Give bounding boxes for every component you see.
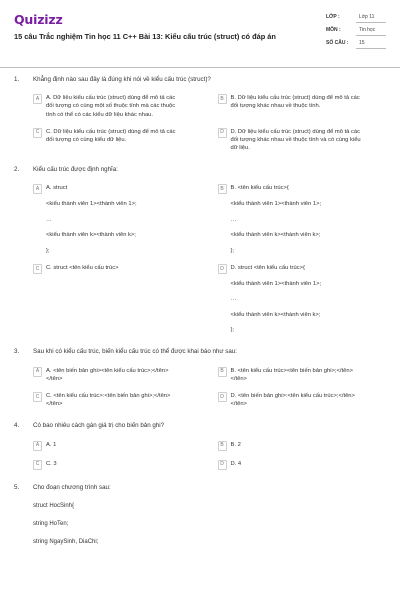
meta-row-class [326,13,386,26]
option-text-line: đối tượng có cùng một số thuộc tính mà các thuộc [46,103,176,110]
answer-options [33,441,388,470]
option-text-line: A. struct [46,185,68,192]
question-stem [14,76,388,84]
option-text-line: </tên> [46,375,63,382]
option-letter-box[interactable]: A [33,184,42,194]
meta-value: 15 [356,39,386,49]
option-letter-box[interactable]: C [33,128,42,138]
option-c[interactable] [33,460,204,470]
option-text-line: <kiểu thành viên k><thành viên k>; [230,311,321,318]
option-text-line: }; [230,327,235,334]
question-number: 3. [14,348,20,356]
option-text-line: D. 4 [230,460,242,467]
option-text-line: B. 2 [230,441,241,448]
meta-value: Lớp 11 [356,13,386,23]
question-number: 2. [14,166,20,174]
option-text-line: tính có thể có các kiểu dữ liệu khác nhau. [46,111,154,118]
option-text [231,392,355,408]
option-letter-box[interactable]: B [218,441,227,451]
option-text-line: <kiểu thành viên k><thành viên k>; [230,232,321,239]
option-text-line: }; [46,247,50,254]
option-text-line: <kiểu thành viên k><thành viên k>; [46,232,136,239]
option-c[interactable] [33,264,204,335]
question-2 [14,166,388,334]
option-text-line: D. struct <tên kiểu cấu trúc>{ [230,264,305,271]
option-text-line: </tên> [230,401,247,408]
option-text [46,367,168,383]
option-letter-box[interactable]: B [218,184,227,194]
document-title: 15 câu Trắc nghiệm Tin học 11 C++ Bài 13: Kiểu cấu trúc (struct) có đáp án [14,32,276,41]
option-c[interactable] [33,392,204,408]
question-number: 1. [14,76,20,83]
option-b[interactable] [218,184,389,255]
option-letter-box[interactable]: B [218,367,227,377]
meta-label: LỚP : [326,14,340,20]
option-a[interactable] [33,94,204,118]
question-stem [14,484,388,492]
option-text-line: … [230,216,237,223]
question-1 [14,76,388,152]
option-c[interactable] [33,128,204,152]
option-text-line: đối tượng khác nhau về thuộc tính. [230,103,321,110]
option-text [231,94,360,110]
option-b[interactable] [218,94,389,118]
option-text-line: A. Dữ liệu kiểu cấu trúc (struct) dùng để mô tả các [46,95,176,102]
option-text [46,460,57,468]
option-b[interactable] [218,441,389,451]
option-d[interactable] [218,392,389,408]
option-a[interactable] [33,441,204,451]
option-letter-box[interactable]: B [218,94,227,104]
option-text [231,128,361,152]
question-number: 5. [14,483,20,491]
option-text-line: D. <tên biến bản ghi>:<tên kiểu cấu trúc>;</tên> [230,393,355,400]
option-text [46,184,137,255]
option-text [46,392,170,408]
option-letter-box[interactable]: A [33,441,42,451]
meta-value: Tin học [356,26,386,36]
question-4 [14,422,388,469]
meta-label: SỐ CÂU : [326,40,349,46]
option-d[interactable] [218,460,389,470]
option-text [231,441,241,449]
option-a[interactable] [33,367,204,383]
option-text-line: B. <tên kiểu cấu trúc>{ [230,185,289,192]
option-text-line: A. 1 [46,441,57,448]
option-text-line: <kiểu thành viên 1><thành viên 1>; [230,200,322,207]
option-text-line: … [230,296,237,303]
option-text [46,264,119,272]
question-text: Cho đoạn chương trình sau: [33,483,111,491]
answer-options [33,367,388,408]
option-text-line: C. struct <tên kiểu cấu trúc> [46,264,119,271]
meta-row-count [326,39,386,52]
option-letter-box[interactable]: A [33,94,42,104]
answer-options [33,94,388,152]
option-text-line: B. <tên kiểu cấu trúc><tên biến bản ghi>;</tên> [230,367,353,374]
option-text-line: đối tượng có cùng kiểu dữ liệu. [46,136,127,143]
option-letter-box[interactable]: D [218,392,227,402]
code-line: string HoTen; [33,521,69,528]
option-d[interactable] [218,264,389,335]
option-text [231,184,322,255]
option-letter-box[interactable]: C [33,392,42,402]
option-text-line: </tên> [230,375,247,382]
question-text: Sau khi có kiểu cấu trúc, biến kiểu cấu trúc có thể được khai báo như sau: [33,348,237,356]
question-3 [14,348,388,408]
option-text-line: <kiểu thành viên 1><thành viên 1>; [230,280,322,287]
option-letter-box[interactable]: D [218,460,227,470]
question-5 [14,484,388,547]
answer-options [33,184,388,334]
meta-label: MÔN : [326,27,341,33]
option-b[interactable] [218,367,389,383]
option-text [46,441,56,449]
option-a[interactable] [33,184,204,255]
option-text [231,264,322,335]
option-text-line: }; [230,247,235,254]
option-text-line: dữ liệu. [230,144,250,151]
option-text-line: B. Dữ liệu kiểu cấu trúc (struct) dùng để mô tả các [230,95,360,102]
option-letter-box[interactable]: A [33,367,42,377]
question-text: Có bao nhiêu cách gán giá trị cho biến bản ghi? [33,422,165,430]
option-text [231,367,353,383]
option-letter-box[interactable]: C [33,264,42,274]
quizizz-logo: Quizizz [14,12,63,27]
option-text-line: </tên> [46,401,63,408]
option-text-line: C. 3 [46,460,57,467]
question-stem [14,348,388,356]
option-letter-box[interactable]: D [218,264,227,274]
option-text-line: … [46,216,52,223]
option-text [46,94,175,118]
option-text-line: C. <tên kiểu cấu trúc>:<tên biến bản ghi>;</tên> [46,393,171,400]
option-text [231,460,242,468]
meta-info [326,13,386,52]
code-line: string NgaySinh, DiaChi; [33,539,99,546]
meta-row-subject [326,26,386,39]
code-line: struct HocSinh{ [33,502,75,509]
option-letter-box[interactable]: D [218,128,227,138]
question-stem [14,166,388,174]
header-divider [0,67,400,68]
option-text-line: A. <tên biến bản ghi><tên kiểu cấu trúc>;</tên> [46,367,169,374]
question-stem [14,422,388,430]
option-d[interactable] [218,128,389,152]
option-letter-box[interactable]: C [33,460,42,470]
question-list [14,76,388,560]
question-text: Khẳng định nào sau đây là đúng khi nói về kiểu cấu trúc (struct)? [33,76,211,83]
option-text-line: C. Dữ liệu kiểu cấu trúc (struct) dùng để mô tả các [46,128,176,135]
option-text [46,128,176,144]
option-text-line: đối tượng khác nhau về thuộc tính và có cùng kiểu [230,136,361,143]
option-text-line: <kiểu thành viên 1><thành viên 1>; [46,200,137,207]
question-text: Kiểu cấu trúc được định nghĩa: [33,166,118,174]
document-header [14,12,386,62]
question-number: 4. [14,422,20,430]
option-text-line: D. Dữ liệu kiểu cấu trúc (struct) dùng để mô tả các [230,128,361,135]
